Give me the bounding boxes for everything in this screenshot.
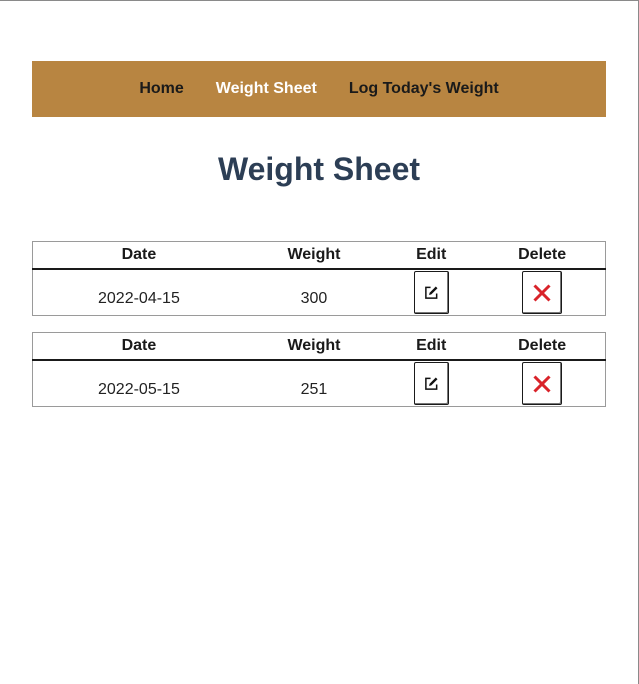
- date-header: Date: [33, 242, 245, 270]
- edit-header: Edit: [383, 242, 479, 270]
- edit-icon: [424, 376, 439, 391]
- edit-cell: [383, 269, 479, 316]
- delete-header: Delete: [479, 242, 605, 270]
- table-row: [33, 269, 606, 316]
- nav-log-weight-link[interactable]: Log Today's Weight: [348, 80, 499, 97]
- edit-button[interactable]: [414, 271, 449, 314]
- weight-header: Weight: [245, 333, 383, 361]
- entry-weight: 300: [300, 290, 328, 307]
- edit-icon: [424, 285, 439, 300]
- delete-header: Delete: [479, 333, 605, 361]
- delete-x-icon: [532, 374, 552, 394]
- delete-button[interactable]: [522, 362, 562, 405]
- edit-header: Edit: [383, 333, 479, 361]
- table-row: [33, 360, 606, 407]
- edit-cell: [383, 360, 479, 407]
- delete-cell: [479, 360, 605, 407]
- page-title: Weight Sheet: [217, 151, 421, 187]
- nav-weight-sheet-link[interactable]: Weight Sheet: [215, 80, 317, 97]
- table-header-row: [33, 242, 606, 270]
- table-header-row: [33, 333, 606, 361]
- delete-button[interactable]: [522, 271, 562, 314]
- weight-header: Weight: [245, 242, 383, 270]
- weight-entry-table: [32, 241, 606, 316]
- nav-home-link[interactable]: Home: [139, 80, 184, 97]
- entry-date: 2022-05-15: [98, 381, 180, 398]
- edit-button[interactable]: [414, 362, 449, 405]
- entry-weight: 251: [300, 381, 328, 398]
- delete-cell: [479, 269, 605, 316]
- delete-x-icon: [532, 283, 552, 303]
- weight-entry-table: [32, 332, 606, 407]
- date-header: Date: [33, 333, 245, 361]
- navbar: [32, 61, 606, 117]
- entry-date: 2022-04-15: [98, 290, 180, 307]
